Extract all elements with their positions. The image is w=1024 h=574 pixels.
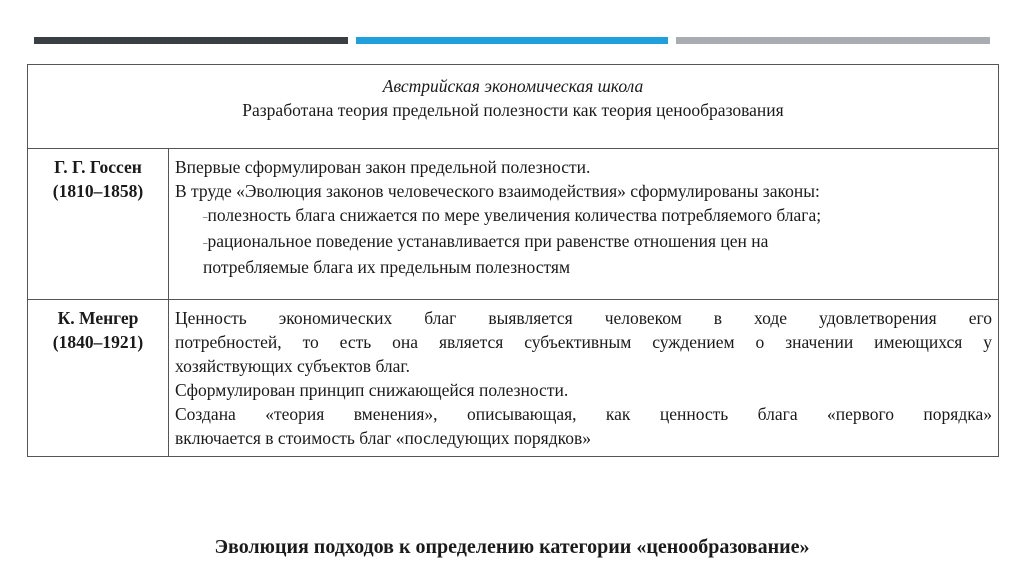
bullet-continuation: потребляемые блага их предельным полезностям <box>203 256 571 277</box>
desc-line: потребностей, то есть она является субъективным суждением о значении имеющихся у <box>175 331 992 352</box>
table-header-cell <box>28 65 999 149</box>
table-row-gossen <box>28 149 999 300</box>
desc-line: хозяйствующих субъектов благ. <box>175 355 410 376</box>
desc-cell-gossen <box>169 149 999 300</box>
bullet-text: полезность блага снижается по мере увеличения количества потребляемого блага; <box>207 205 822 225</box>
school-title: Австрийская экономическая школа <box>382 76 644 96</box>
decor-bar-gray <box>676 37 990 44</box>
school-subtitle: Разработана теория предельной полезности как теория ценообразования <box>242 100 784 120</box>
desc-line: Сформулирован принцип снижающейся полезности. <box>175 379 569 400</box>
desc-line: Ценность экономических благ выявляется человеком в ходе удовлетворения его <box>175 307 992 328</box>
table-header-row <box>28 65 999 149</box>
bullet-item <box>175 203 992 229</box>
economist-name: К. Менгер <box>57 307 139 328</box>
name-cell-menger <box>28 299 169 456</box>
desc-line: Впервые сформулирован закон предельной полезности. <box>175 157 591 177</box>
economist-name: Г. Г. Госсен <box>54 157 142 177</box>
bullet-item <box>175 229 992 255</box>
desc-line: В труде «Эволюция законов человеческого взаимодействия» сформулированы законы: <box>175 181 820 201</box>
desc-line: Создана «теория вменения», описывающая, как ценность блага «первого порядка» <box>175 403 992 424</box>
desc-cell-menger <box>169 299 999 456</box>
bullet-text: рациональное поведение устанавливается при равенстве отношения цен на <box>207 230 769 251</box>
decor-bar-blue <box>356 37 668 44</box>
decor-bar-dark <box>34 37 348 44</box>
slide-caption: Эволюция подходов к определению категории «ценообразование» <box>214 536 810 558</box>
desc-line: включается в стоимость благ «последующих порядков» <box>175 427 592 448</box>
name-cell-gossen <box>28 149 169 300</box>
austrian-school-table <box>27 64 999 457</box>
table-row-menger <box>28 299 999 456</box>
dash-bullet-icon: – <box>203 211 208 222</box>
dash-bullet-icon: – <box>203 237 208 248</box>
economist-years: (1840–1921) <box>52 331 144 352</box>
economist-years: (1810–1858) <box>52 181 144 201</box>
